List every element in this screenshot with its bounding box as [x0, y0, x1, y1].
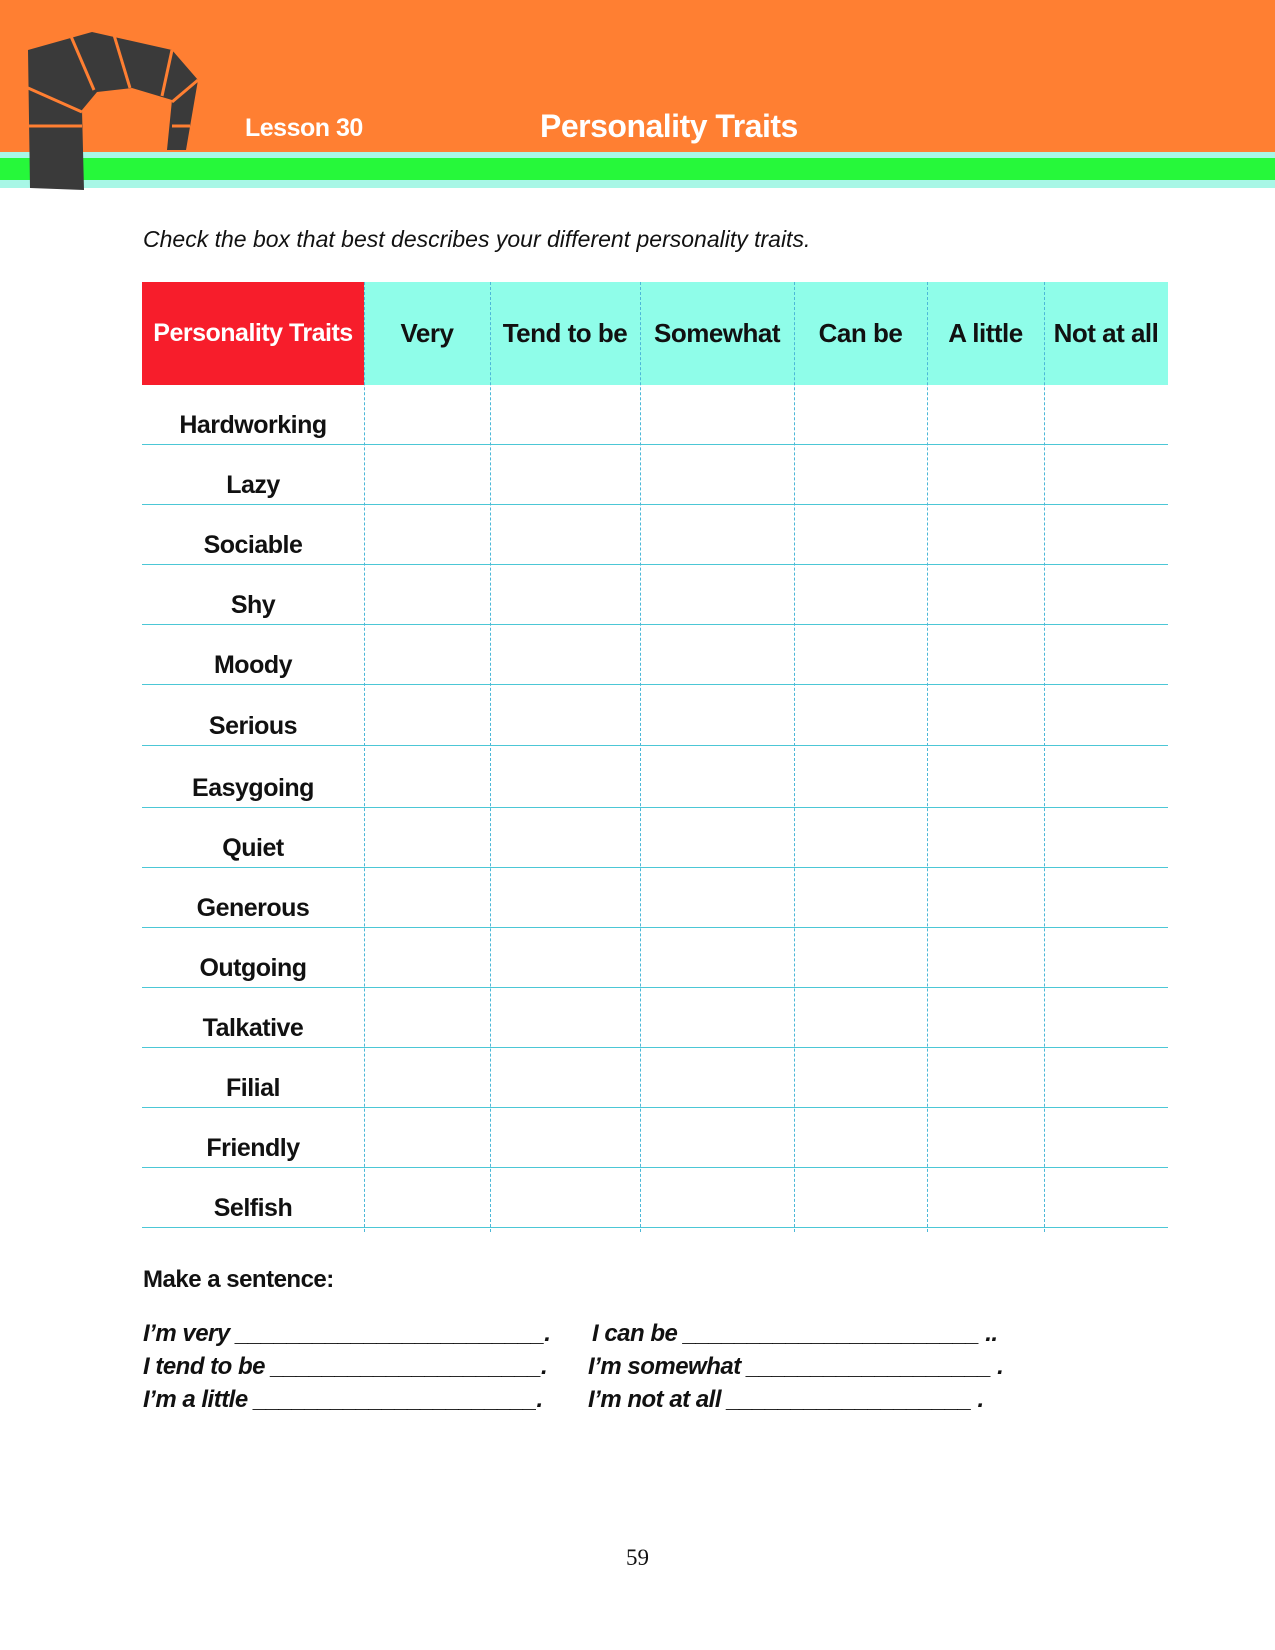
column-divider: [1044, 282, 1045, 1232]
check-box-cell[interactable]: [794, 385, 927, 444]
check-box-cell[interactable]: [794, 1048, 927, 1107]
check-box-cell[interactable]: [640, 808, 794, 867]
table-row: [142, 928, 1168, 988]
check-box-cell[interactable]: [490, 685, 640, 745]
check-box-cell[interactable]: [927, 385, 1044, 444]
column-divider: [640, 282, 641, 1232]
check-box-cell[interactable]: [364, 1048, 490, 1107]
trait-name: Selfish: [213, 1194, 293, 1222]
check-box-cell[interactable]: [640, 385, 794, 444]
header-can-be: Can be: [818, 318, 903, 348]
check-box-cell[interactable]: [490, 808, 640, 867]
check-box-cell[interactable]: [364, 928, 490, 987]
check-box-cell[interactable]: [640, 988, 794, 1047]
column-divider: [364, 282, 365, 1232]
header-personality-traits: Personality Traits: [142, 282, 364, 385]
check-box-cell[interactable]: [364, 988, 490, 1047]
check-box-cell[interactable]: [1044, 565, 1168, 624]
traits-table: [142, 282, 1168, 1228]
check-box-cell[interactable]: [927, 445, 1044, 504]
check-box-cell[interactable]: [490, 746, 640, 807]
check-box-cell[interactable]: [490, 988, 640, 1047]
trait-name: Shy: [230, 591, 276, 619]
check-box-cell[interactable]: [794, 868, 927, 927]
check-box-cell[interactable]: [490, 928, 640, 987]
table-row: [142, 988, 1168, 1048]
check-box-cell[interactable]: [794, 505, 927, 564]
check-box-cell[interactable]: [640, 625, 794, 684]
sentence-line[interactable]: I’m a little ______________________.: [143, 1386, 543, 1413]
check-box-cell[interactable]: [640, 1048, 794, 1107]
check-box-cell[interactable]: [1044, 1108, 1168, 1167]
check-box-cell[interactable]: [640, 565, 794, 624]
check-box-cell[interactable]: [927, 928, 1044, 987]
trait-name: Easygoing: [192, 774, 314, 802]
table-row: [142, 505, 1168, 565]
check-box-cell[interactable]: [364, 1108, 490, 1167]
header-tend-to-be: Tend to be: [502, 318, 628, 348]
check-box-cell[interactable]: [640, 505, 794, 564]
table-row: [142, 445, 1168, 505]
table-row: [142, 685, 1168, 746]
sentence-line[interactable]: I’m very ________________________.: [143, 1320, 551, 1347]
check-box-cell[interactable]: [927, 988, 1044, 1047]
sentence-heading: Make a sentence:: [143, 1266, 334, 1293]
check-box-cell[interactable]: [1044, 505, 1168, 564]
trait-name: Sociable: [203, 531, 303, 559]
table-row: [142, 1108, 1168, 1168]
check-box-cell[interactable]: [364, 385, 490, 444]
check-box-cell[interactable]: [794, 928, 927, 987]
check-box-cell[interactable]: [490, 565, 640, 624]
column-divider: [490, 282, 491, 1232]
column-divider: [927, 282, 928, 1232]
check-box-cell[interactable]: [364, 565, 490, 624]
check-box-cell[interactable]: [364, 445, 490, 504]
column-divider: [794, 282, 795, 1232]
check-box-cell[interactable]: [1044, 1168, 1168, 1227]
check-box-cell[interactable]: [794, 988, 927, 1047]
check-box-cell[interactable]: [490, 445, 640, 504]
trait-name: Outgoing: [199, 954, 307, 982]
trait-name: Friendly: [206, 1134, 300, 1162]
check-box-cell[interactable]: [794, 565, 927, 624]
check-box-cell[interactable]: [927, 685, 1044, 745]
check-box-cell[interactable]: [927, 868, 1044, 927]
check-box-cell[interactable]: [490, 505, 640, 564]
check-box-cell[interactable]: [364, 1168, 490, 1227]
table-row: [142, 1168, 1168, 1228]
check-box-cell[interactable]: [640, 746, 794, 807]
check-box-cell[interactable]: [364, 868, 490, 927]
check-box-cell[interactable]: [490, 625, 640, 684]
check-box-cell[interactable]: [927, 625, 1044, 684]
trait-name: Talkative: [202, 1014, 304, 1042]
check-box-cell[interactable]: [1044, 625, 1168, 684]
check-box-cell[interactable]: [794, 625, 927, 684]
check-box-cell[interactable]: [364, 808, 490, 867]
check-box-cell[interactable]: [364, 625, 490, 684]
check-box-cell[interactable]: [927, 565, 1044, 624]
table-header-row: [142, 282, 1168, 385]
header-very: Very: [400, 318, 454, 348]
trait-name: Hardworking: [179, 411, 327, 439]
page-number: 59: [626, 1545, 649, 1570]
check-box-cell[interactable]: [1044, 385, 1168, 444]
sentence-line[interactable]: I tend to be _____________________.: [143, 1353, 548, 1380]
check-box-cell[interactable]: [364, 685, 490, 745]
check-box-cell[interactable]: [927, 1048, 1044, 1107]
check-box-cell[interactable]: [640, 445, 794, 504]
check-box-cell[interactable]: [794, 1108, 927, 1167]
check-box-cell[interactable]: [640, 1168, 794, 1227]
table-row: [142, 385, 1168, 445]
check-box-cell[interactable]: [1044, 928, 1168, 987]
check-box-cell[interactable]: [640, 868, 794, 927]
sentence-line[interactable]: I can be _______________________ ..: [592, 1320, 998, 1347]
page-title: Personality Traits: [540, 108, 798, 144]
check-box-cell[interactable]: [794, 445, 927, 504]
trait-name: Filial: [226, 1074, 280, 1102]
check-box-cell[interactable]: [364, 505, 490, 564]
check-box-cell[interactable]: [927, 808, 1044, 867]
check-box-cell[interactable]: [490, 1168, 640, 1227]
check-box-cell[interactable]: [1044, 746, 1168, 807]
table-row: [142, 746, 1168, 808]
check-box-cell[interactable]: [490, 1048, 640, 1107]
header-somewhat: Somewhat: [653, 318, 781, 348]
check-box-cell[interactable]: [1044, 1048, 1168, 1107]
check-box-cell[interactable]: [794, 1168, 927, 1227]
check-box-cell[interactable]: [1044, 868, 1168, 927]
check-box-cell[interactable]: [490, 868, 640, 927]
check-box-cell[interactable]: [490, 385, 640, 444]
sentence-line[interactable]: I’m somewhat ___________________ .: [588, 1353, 1004, 1380]
check-box-cell[interactable]: [640, 685, 794, 745]
check-box-cell[interactable]: [1044, 445, 1168, 504]
trait-name: Generous: [196, 894, 310, 922]
table-row: [142, 868, 1168, 928]
trait-name: Serious: [208, 712, 298, 740]
check-box-cell[interactable]: [794, 746, 927, 807]
check-box-cell[interactable]: [640, 1108, 794, 1167]
check-box-cell[interactable]: [364, 746, 490, 807]
trait-name: Moody: [213, 651, 293, 679]
sentence-line[interactable]: I’m not at all ___________________ .: [588, 1386, 984, 1413]
lesson-label: Lesson 30: [245, 114, 363, 142]
table-row: [142, 625, 1168, 685]
check-box-cell[interactable]: [927, 746, 1044, 807]
check-box-cell[interactable]: [1044, 685, 1168, 745]
table-row: [142, 1048, 1168, 1108]
check-box-cell[interactable]: [1044, 988, 1168, 1047]
check-box-cell[interactable]: [640, 928, 794, 987]
check-box-cell[interactable]: [927, 1108, 1044, 1167]
table-row: [142, 808, 1168, 868]
table-row: [142, 565, 1168, 625]
check-box-cell[interactable]: [1044, 808, 1168, 867]
check-box-cell[interactable]: [794, 685, 927, 745]
check-box-cell[interactable]: [490, 1108, 640, 1167]
instruction-text: Check the box that best describes your different personality traits.: [143, 226, 811, 252]
header-a-little: A little: [948, 318, 1023, 348]
table-body: [142, 385, 1168, 1228]
trait-name: Lazy: [226, 471, 280, 499]
arch-logo-icon: [22, 30, 212, 195]
check-box-cell[interactable]: [927, 505, 1044, 564]
header-not-at-all: Not at all: [1053, 318, 1159, 348]
check-box-cell[interactable]: [794, 808, 927, 867]
check-box-cell[interactable]: [927, 1168, 1044, 1227]
trait-name: Quiet: [222, 834, 284, 862]
